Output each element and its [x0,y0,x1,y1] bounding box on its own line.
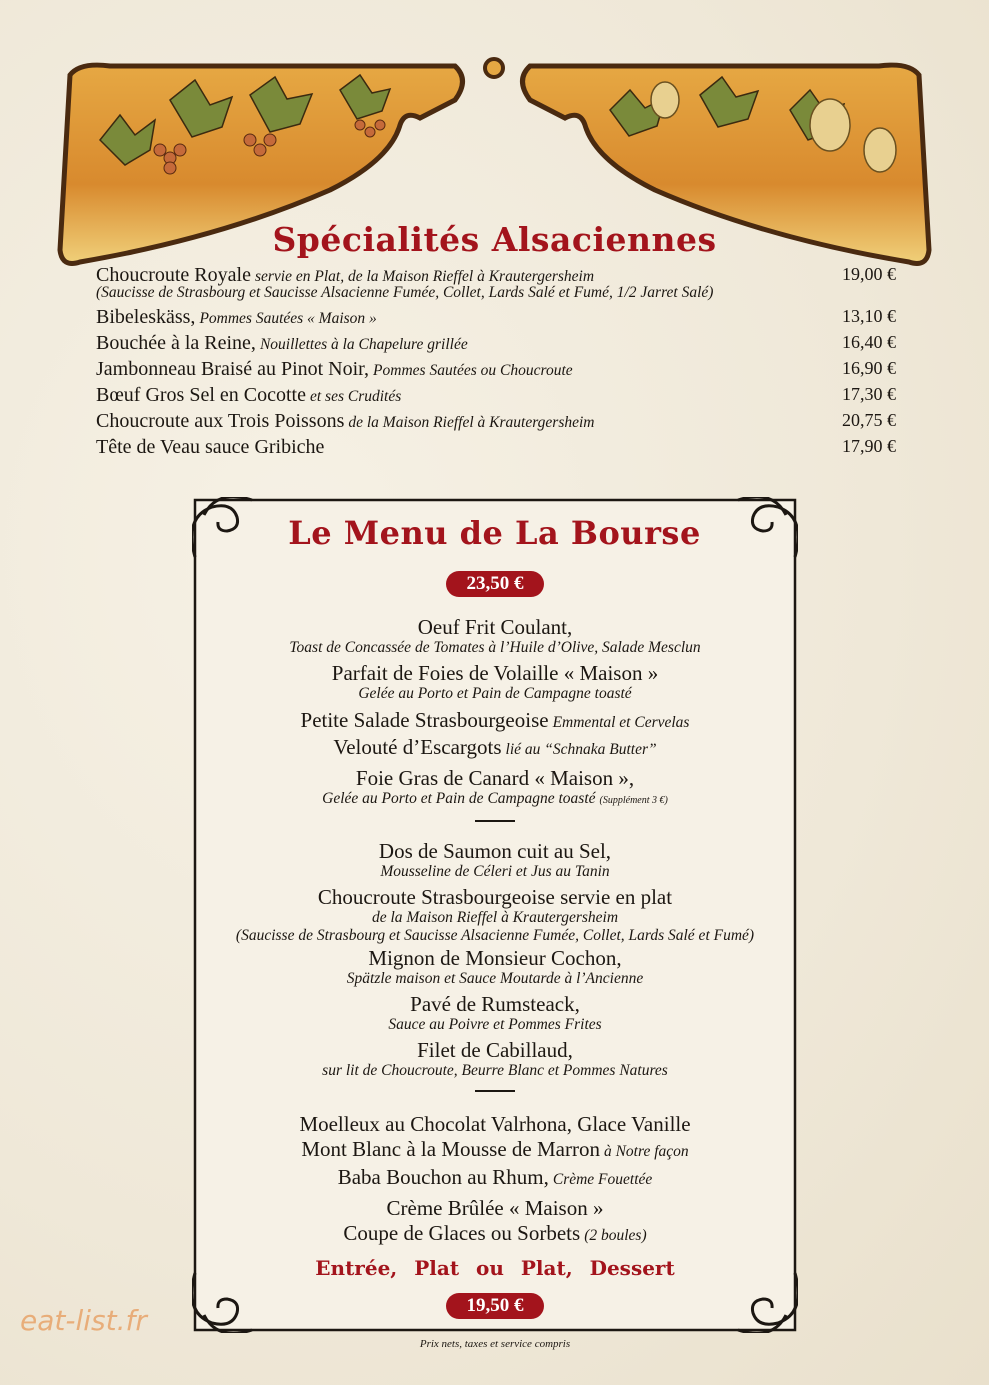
dish-desc: Crème Fouettée [552,1171,653,1188]
dish-name: Velouté d’Escargots [333,735,502,759]
dish-desc: (Saucisse de Strasbourg et Saucisse Alsacienne Fumée, Collet, Lards Salé et Fumé) [235,927,755,944]
dish-desc: Nouillettes à la Chapelure grillée [259,336,468,353]
dish-name: Dos de Saumon cuit au Sel, [378,839,612,863]
dish-price: 19,00 € [842,264,896,284]
list-item [96,410,896,436]
watermark: eat-list.fr [20,1304,147,1337]
dish-price: 17,90 € [842,436,896,456]
dish-price: 16,40 € [842,332,896,352]
dish-name: Mont Blanc à la Mousse de Marron [301,1137,600,1161]
dish-name: Petite Salade Strasbourgeoise [300,708,549,732]
dish-desc: servie en Plat, de la Maison Rieffel à Krautergersheim [254,268,595,285]
dish-price: 16,90 € [842,358,896,378]
dish-desc: Emmental et Cervelas [552,714,690,731]
list-item [200,1166,790,1194]
specialites-title: Spécialités Alsaciennes [272,220,717,259]
list-item [200,709,790,732]
dish-name: Crème Brûlée « Maison » [386,1196,604,1220]
dish-desc: (2 boules) [584,1227,647,1244]
dish-name: Foie Gras de Canard « Maison », [355,766,635,790]
list-item [200,1138,790,1166]
dish-sub-desc: (Saucisse de Strasbourg et Saucisse Alsacienne Fumée, Collet, Lards Salé et Fumé, 1/2 Jarret Salé) [96,284,714,301]
list-item [200,790,790,808]
divider [475,820,515,822]
dish-desc: de la Maison Rieffel à Krautergersheim [371,909,619,926]
menu-price-badge: 23,50 € [446,571,544,597]
list-item [96,264,896,290]
dish-desc: à Notre façon [603,1143,689,1160]
dish-desc: Mousseline de Céleri et Jus au Tanin [380,863,610,880]
dish-desc: Pommes Sautées « Maison » [199,310,377,327]
divider [475,1090,515,1092]
plats-section [200,840,790,1092]
dish-desc: Sauce au Poivre et Pommes Frites [388,1016,602,1033]
dish-name: Parfait de Foies de Volaille « Maison » [331,661,659,685]
dish-name: Oeuf Frit Coulant, [417,615,573,639]
formula-label: Entrée, Plat ou Plat, Dessert [315,1256,675,1280]
menu-bourse-title: Le Menu de La Bourse [288,514,701,552]
dish-name: Mignon de Monsieur Cochon, [368,946,622,970]
entrees-section [200,616,790,822]
list-item [96,436,896,462]
dish-price: 20,75 € [842,410,896,430]
list-item [96,332,896,358]
dish-desc: Toast de Concassée de Tomates à l’Huile d’Olive, Salade Mesclun [289,639,701,656]
dish-desc: Gelée au Porto et Pain de Campagne toasté [358,685,632,702]
dish-name: Bibeleskäss, [96,306,196,328]
dish-desc: lié au “Schnaka Butter” [505,741,657,758]
supplement-note: (Supplément 3 €) [599,795,668,806]
dish-name: Filet de Cabillaud, [417,1038,573,1062]
formula-price-badge: 19,50 € [446,1293,544,1319]
list-item [96,306,896,332]
dish-desc: sur lit de Choucroute, Beurre Blanc et Pommes Natures [322,1062,668,1079]
dish-name: Choucroute Royale [96,264,251,286]
dish-desc: et ses Crudités [309,388,402,405]
dish-name: Moelleux au Chocolat Valrhona, Glace Vanille [299,1112,691,1136]
dish-desc: de la Maison Rieffel à Krautergersheim [348,414,595,431]
list-item [200,1222,790,1250]
dish-desc: Pommes Sautées ou Choucroute [373,362,573,379]
desserts-section [200,1110,790,1250]
list-item [96,358,896,384]
dish-name: Pavé de Rumsteack, [410,992,580,1016]
dish-name: Coupe de Glaces ou Sorbets [343,1221,581,1245]
dish-name: Choucroute aux Trois Poissons [96,410,345,432]
dish-desc: Spätzle maison et Sauce Moutarde à l’Ancienne [346,970,644,987]
list-item [96,384,896,410]
specialites-list [96,264,896,462]
dish-price: 13,10 € [842,306,896,326]
dish-name: Baba Bouchon au Rhum, [337,1165,549,1189]
dish-desc: Gelée au Porto et Pain de Campagne toasté [322,790,596,807]
dish-price: 17,30 € [842,384,896,404]
dish-name: Bouchée à la Reine, [96,332,256,354]
dish-name: Choucroute Strasbourgeoise servie en plat [317,885,673,909]
footer-note: Prix nets, taxes et service compris [419,1338,571,1350]
list-item [200,736,790,759]
dish-name: Tête de Veau sauce Gribiche [96,436,325,458]
dish-name: Bœuf Gros Sel en Cocotte [96,384,306,406]
dish-name: Jambonneau Braisé au Pinot Noir, [96,358,370,380]
